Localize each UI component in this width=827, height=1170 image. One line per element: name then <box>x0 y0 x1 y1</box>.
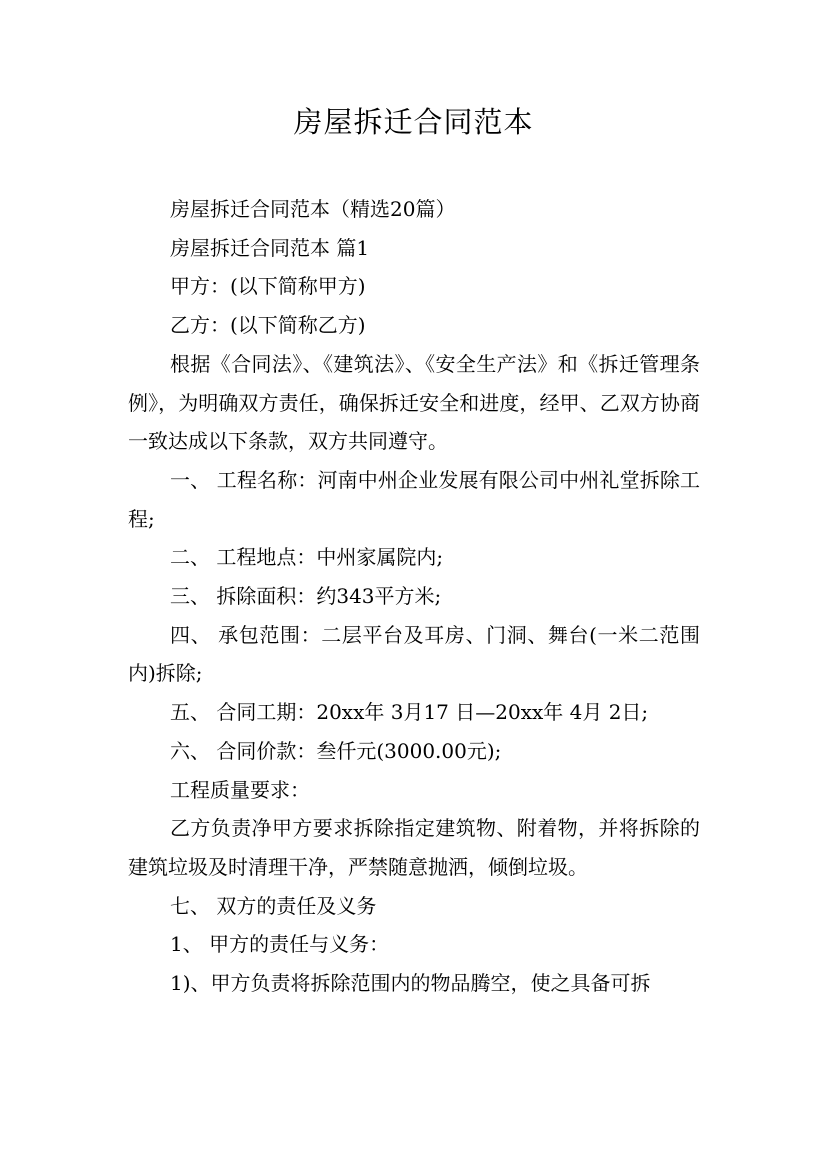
paragraph-heading-selection: 房屋拆迁合同范本（精选20篇） <box>170 197 456 221</box>
paragraph-party-b: 乙方：(以下简称乙方) <box>170 313 366 338</box>
document-title: 房屋拆迁合同范本 <box>293 105 534 139</box>
paragraph-quality-requirements: 乙方负责净甲方要求拆除指定建筑物、附着物，并将拆除的建筑垃圾及时清理干净，严禁随意抛洒，倾倒垃圾。 <box>128 816 700 879</box>
paragraph-project-name: 一、 工程名称：河南中州企业发展有限公司中州礼堂拆除工程; <box>128 467 700 531</box>
paragraph-contract-scope: 四、 承包范围：二层平台及耳房、门洞、舞台(一米二范围内)拆除; <box>128 622 700 686</box>
paragraph-demolition-area: 三、 拆除面积：约343平方米; <box>170 584 442 609</box>
paragraph-party-a-duty-1: 1)、甲方负责将拆除范围内的物品腾空，使之具备可拆 <box>170 971 651 996</box>
paragraph-article-number: 房屋拆迁合同范本 篇1 <box>170 235 370 260</box>
paragraph-quality-heading: 工程质量要求： <box>170 777 310 802</box>
document-body <box>128 190 700 1003</box>
paragraph-party-a-duties-heading: 1、 甲方的责任与义务： <box>170 932 390 957</box>
paragraph-responsibilities-heading: 七、 双方的责任及义务 <box>170 893 377 918</box>
paragraph-preamble: 根据《合同法》、《建筑法》、《安全生产法》和《拆迁管理条例》，为明确双方责任，确保拆迁安全和进度，经甲、乙双方协商一致达成以下条款，双方共同遵守。 <box>128 351 700 454</box>
paragraph-project-location: 二、 工程地点：中州家属院内; <box>170 545 444 570</box>
paragraph-contract-price: 六、 合同价款：叁仟元(3000.00元); <box>170 738 502 763</box>
paragraph-party-a: 甲方：(以下简称甲方) <box>170 274 366 299</box>
paragraph-contract-period: 五、 合同工期：20xx年 3月17 日—20xx年 4月 2日; <box>170 700 649 725</box>
